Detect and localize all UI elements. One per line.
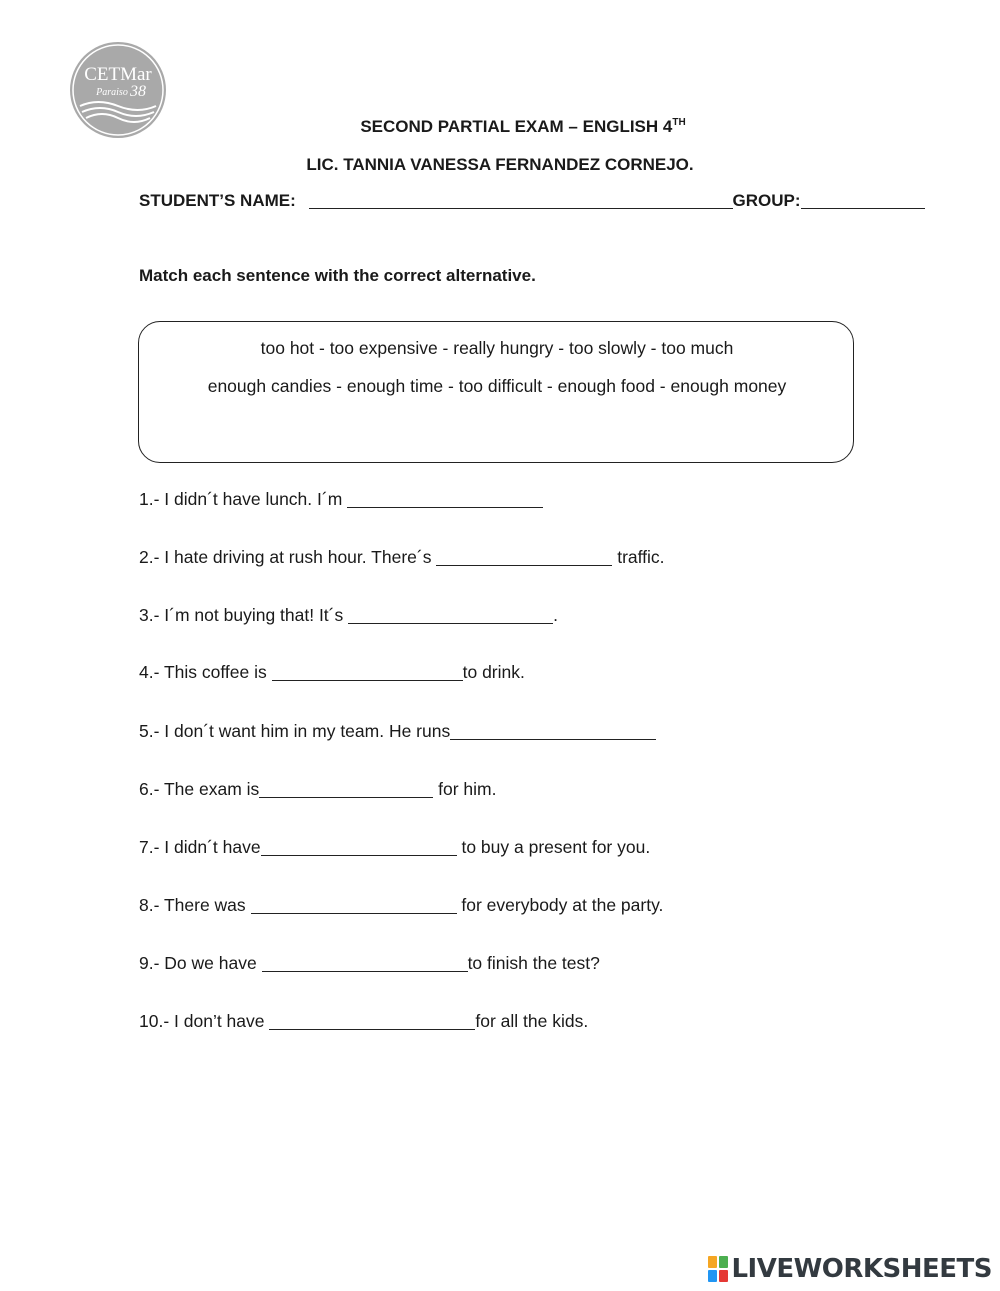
answer-blank-7[interactable]: [261, 838, 457, 856]
answer-blank-8[interactable]: [251, 896, 457, 914]
instruction-text: Match each sentence with the correct alternative.: [139, 266, 536, 285]
answer-blank-5[interactable]: [450, 722, 656, 740]
question-1: 1.- I didn´t have lunch. I´m: [139, 489, 543, 510]
liveworksheets-logo-icon: [708, 1256, 728, 1282]
answer-blank-2[interactable]: [436, 548, 612, 566]
word-bank-box: [138, 321, 854, 463]
student-info-row: [139, 191, 925, 211]
word-bank-line-1: too hot - too expensive - really hungry - too slowly - too much: [260, 338, 734, 358]
svg-text:Paraiso: Paraiso: [96, 87, 128, 98]
answer-blank-10[interactable]: [269, 1012, 475, 1030]
question-3: 3.- I´m not buying that! It´s .: [139, 605, 558, 625]
group-blank[interactable]: [801, 192, 925, 209]
svg-text:CETMar: CETMar: [84, 64, 152, 85]
question-9: 9.- Do we have to finish the test?: [139, 953, 600, 973]
svg-text:38: 38: [130, 83, 146, 100]
liveworksheets-watermark: [708, 1252, 992, 1286]
question-5: 5.- I don´t want him in my team. He runs: [139, 721, 656, 742]
teacher-name: LIC. TANNIA VANESSA FERNANDEZ CORNEJO.: [306, 155, 694, 174]
question-7: 7.- I didn´t have to buy a present for you.: [139, 837, 651, 857]
question-2: 2.- I hate driving at rush hour. There´s traffic.: [139, 547, 665, 567]
student-name-label: STUDENT’S NAME:: [139, 191, 296, 210]
question-10: 10.- I don’t have for all the kids.: [139, 1011, 589, 1031]
question-6: 6.- The exam is for him.: [139, 779, 497, 799]
group-label: GROUP:: [732, 191, 801, 210]
answer-blank-4[interactable]: [272, 663, 463, 681]
answer-blank-1[interactable]: [347, 490, 543, 508]
answer-blank-9[interactable]: [262, 954, 468, 972]
answer-blank-6[interactable]: [259, 780, 433, 798]
question-4: 4.- This coffee is to drink.: [139, 662, 525, 682]
answer-blank-3[interactable]: [348, 606, 553, 624]
exam-title: SECOND PARTIAL EXAM – ENGLISH 4TH: [360, 117, 686, 136]
liveworksheets-text: LIVEWORKSHEETS: [731, 1254, 992, 1284]
word-bank-line-2: enough candies - enough time - too difficult - enough food - enough money: [207, 376, 787, 396]
student-name-blank[interactable]: [309, 192, 733, 209]
question-8: 8.- There was for everybody at the party.: [139, 895, 664, 915]
